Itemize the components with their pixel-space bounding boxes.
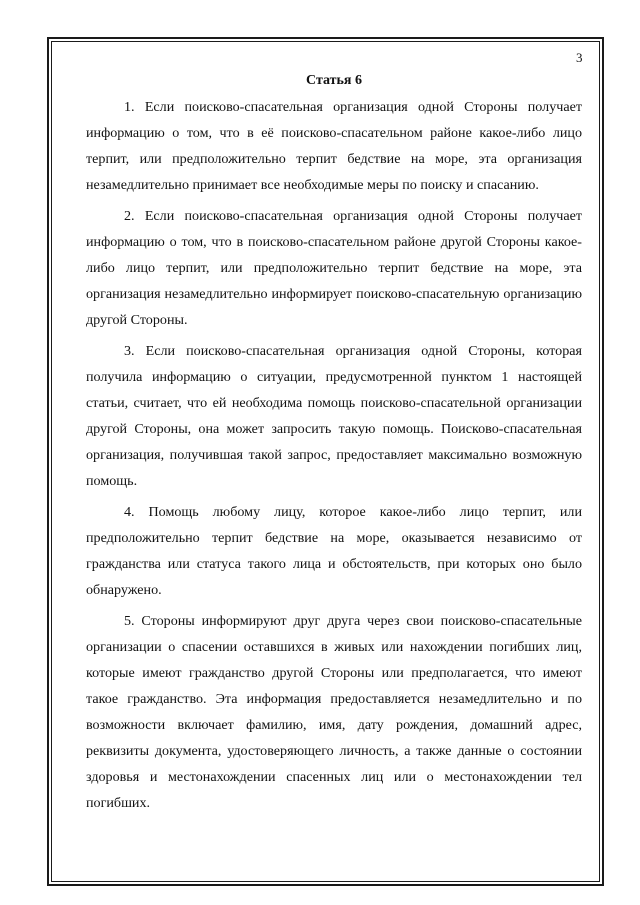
document-body — [86, 72, 582, 821]
page-number: 3 — [576, 50, 583, 65]
paragraph-5: 5. Стороны информируют друг друга через свои поисково-спасательные организации о спасении оставшихся в живых или нахождении погибших лиц, которые имеют гражданство другой Стороны или предполагается, что имеют такое гражданство. Эта информация предоставляется незамедлительно и по возможности включает фамилию, имя, дату рождения, домашний адрес, реквизиты документа, удостоверяющего личность, а также данные о состоянии здоровья и местонахождении спасенных лиц или о местонахождении тел погибших. — [86, 613, 582, 811]
paragraph-1: 1. Если поисково-спасательная организация одной Стороны получает информацию о том, что в её поисково-спасательном районе какое-либо лицо терпит, или предположительно терпит бедствие на море, эта организация незамедлительно принимает все необходимые меры по поиску и спасанию. — [86, 99, 582, 193]
paragraph-2: 2. Если поисково-спасательная организация одной Стороны получает информацию о том, что в поисково-спасательном районе другой Стороны какое-либо лицо терпит, или предположительно терпит бедствие на море, эта организация незамедлительно информирует поисково-спасательную организацию другой Стороны. — [86, 208, 582, 328]
paragraph-4: 4. Помощь любому лицу, которое какое-либо лицо терпит, или предположительно терпит бедствие на море, оказывается независимо от гражданства или статуса такого лица и обстоятельств, при которых оно было обнаружено. — [86, 504, 582, 598]
article-title: Статья 6 — [306, 73, 362, 88]
paragraph-3: 3. Если поисково-спасательная организация одной Стороны, которая получила информацию о ситуации, предусмотренной пунктом 1 настоящей статьи, считает, что ей необходима помощь поисково-спасательной организации другой Стороны, она может запросить такую помощь. Поисково-спасательная организация, получившая такой запрос, предоставляет максимально возможную помощь. — [86, 343, 582, 489]
